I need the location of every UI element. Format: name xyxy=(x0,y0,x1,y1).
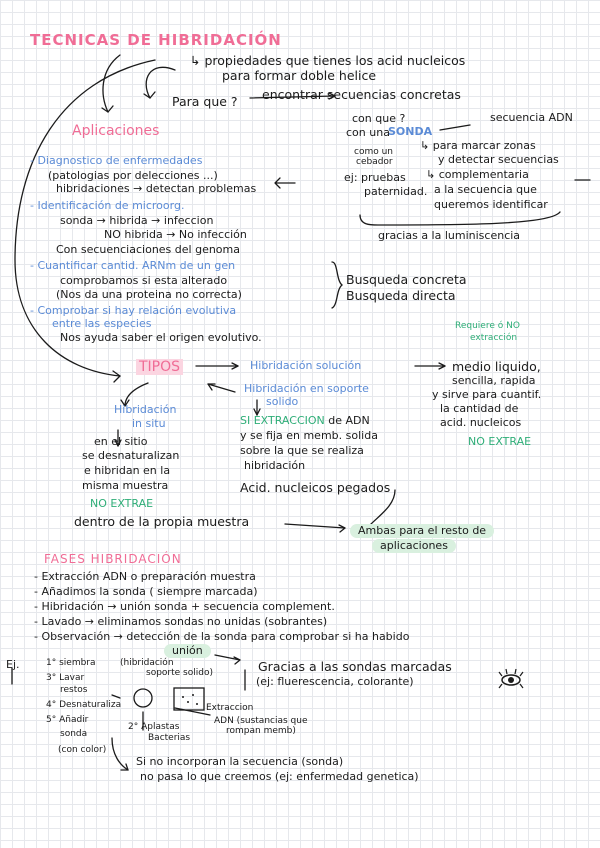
paso-3: 3° Lavar xyxy=(46,673,85,683)
no-extrae-2: NO EXTRAE xyxy=(90,497,154,510)
hibridacion-soporte: Hibridación en soporte xyxy=(244,382,369,395)
sol-desc5: acid. nucleicos xyxy=(440,416,522,429)
paso-1-note1: (hibridación xyxy=(120,658,174,668)
busqueda-directa: Busqueda directa xyxy=(346,288,456,303)
cuant-sub2: (Nos da una proteina no correcta) xyxy=(56,288,242,301)
adn-note-2: rompan memb) xyxy=(226,726,296,736)
con-que: con que ? xyxy=(352,112,406,125)
sonda-label: SONDA xyxy=(388,125,433,138)
paso-2b: Bacterias xyxy=(148,733,191,743)
queremos-identificar: queremos identificar xyxy=(434,198,548,211)
arrow-to-aplicaciones xyxy=(103,55,120,112)
requiere-2: extracción xyxy=(470,333,518,343)
insitu-desc3: e hibridan en la xyxy=(84,464,171,477)
si-extraccion: SI EXTRACCION xyxy=(240,414,325,427)
sop-desc2: sobre la que se realiza xyxy=(240,444,364,457)
fase-1: - Extracción ADN o preparación muestra xyxy=(34,570,256,583)
sop-desc3: hibridación xyxy=(244,459,306,472)
ej-label: Ej. xyxy=(6,658,20,671)
ident-sub2: NO hibrida → No infección xyxy=(104,228,247,241)
si-no-incorporan: Si no incorporan la secuencia (sonda) xyxy=(136,755,344,768)
de-adn: de ADN xyxy=(328,414,370,427)
paternidad: paternidad. xyxy=(364,185,428,198)
fase-3: - Hibridación → unión sonda + secuencia complement. xyxy=(34,600,335,613)
sop-desc1: y se fija en memb. solida xyxy=(240,429,378,442)
sol-desc4: la cantidad de xyxy=(440,402,519,415)
fase-2: - Añadimos la sonda ( siempre marcada) xyxy=(34,585,258,598)
extraccion-label: Extraccion xyxy=(206,703,254,713)
paso-2a: 2° Aplastas xyxy=(128,722,180,732)
cebador: cebador xyxy=(356,157,393,167)
paso-4: 4° Desnaturaliza xyxy=(46,700,122,710)
bracket-gracias xyxy=(360,212,560,225)
paso-3b: restos xyxy=(60,685,88,695)
secuencia-adn: secuencia ADN xyxy=(490,111,573,124)
paso-1: 1° siembra xyxy=(46,658,96,668)
fases-heading: FASES HIBRIDACIÓN xyxy=(44,552,182,566)
con-una: con una xyxy=(346,126,390,139)
insitu-desc1: en el sitio xyxy=(94,435,148,448)
sol-desc3: y sirve para cuantif. xyxy=(432,388,542,401)
comprobar-sub: Nos ayuda saber el origen evolutivo. xyxy=(60,331,262,344)
arrow-to-ambas xyxy=(285,524,345,528)
tipos-heading xyxy=(136,360,183,375)
sop-desc4: Acid. nucleicos pegados xyxy=(240,480,391,495)
hibridacion-in-situ-2: in situ xyxy=(132,417,166,430)
brace-busqueda xyxy=(332,262,342,308)
como-un: como un xyxy=(354,147,393,157)
page-title: TECNICAS DE HIBRIDACIÓN xyxy=(30,31,282,49)
ident-sub3: Con secuenciaciones del genoma xyxy=(56,243,240,256)
ident-sub1: sonda → hibrida → infeccion xyxy=(60,214,214,227)
comprobar-2: entre las especies xyxy=(52,317,152,330)
marcar-zonas: ↳ para marcar zonas xyxy=(420,139,536,152)
no-extrae-1: NO EXTRAE xyxy=(468,435,532,448)
detectar-secuencias: y detectar secuencias xyxy=(438,153,559,166)
complementaria: ↳ complementaria xyxy=(426,168,529,181)
no-pasa: no pasa lo que creemos (ej: enfermedad genetica) xyxy=(140,770,419,783)
fase-union: unión xyxy=(164,644,211,658)
intro-line-2: para formar doble helice xyxy=(222,68,377,83)
ambas-1: Ambas para el resto de xyxy=(350,524,494,538)
paso-5c: (con color) xyxy=(58,745,107,755)
adn-note: ADN (sustancias que xyxy=(214,716,308,726)
paso-5b: sonda xyxy=(60,729,88,739)
hibridacion-soporte-2: solido xyxy=(266,395,299,408)
paso-5: 5° Añadir xyxy=(46,715,89,725)
comprobar: - Comprobar si hay relación evolutiva xyxy=(30,304,237,317)
diagnostico-sub: (patologias por delecciones ...) xyxy=(48,169,218,182)
insitu-desc2: se desnaturalizan xyxy=(82,449,180,462)
arrow-sonda xyxy=(440,125,470,130)
ambas-2: aplicaciones xyxy=(372,539,456,553)
identificacion: - Identificación de microorg. xyxy=(30,199,185,212)
diagnostico-sub2: hibridaciones → detectan problemas xyxy=(56,182,257,195)
paso-1-note2: soporte solido) xyxy=(146,668,213,678)
arrow-to-soporte xyxy=(208,384,235,392)
sol-desc1: medio liquido, xyxy=(452,359,541,374)
arrow-to-para-que xyxy=(146,67,175,98)
para-que: Para que ? xyxy=(172,94,238,109)
intro-line-1: ↳ propiedades que tienes los acid nucleicos xyxy=(190,53,466,68)
gracias-sondas: Gracias a las sondas marcadas xyxy=(258,659,452,674)
ej-pruebas: ej: pruebas xyxy=(344,171,406,184)
hibridacion-solucion: Hibridación solución xyxy=(250,359,362,372)
tipos-heading-text: TIPOS xyxy=(136,359,183,375)
dentro-muestra: dentro de la propia muestra xyxy=(74,514,250,529)
requiere-1: Requiere ó NO xyxy=(455,321,520,331)
diagnostico: - Diagnostico de enfermedades xyxy=(30,154,203,167)
sol-desc2: sencilla, rapida xyxy=(452,374,536,387)
eye-icon xyxy=(499,669,523,688)
busqueda-concreta: Busqueda concreta xyxy=(346,272,467,287)
a-la-secuencia: a la secuencia que xyxy=(434,183,537,196)
gracias-ej: (ej: fluerescencia, colorante) xyxy=(256,675,414,688)
aplicaciones-heading: Aplicaciones xyxy=(72,123,160,139)
fase-5: - Observación → detección de la sonda para comprobar si ha habido xyxy=(34,630,410,643)
encontrar-secuencias: encontrar secuencias concretas xyxy=(262,87,461,102)
insitu-desc4: misma muestra xyxy=(82,479,169,492)
cuantificar: - Cuantificar cantid. ARNm de un gen xyxy=(30,259,236,272)
si-extraccion-row xyxy=(240,415,370,427)
hibridacion-in-situ: Hibridación xyxy=(114,403,177,416)
fase-4: - Lavado → eliminamos sondas no unidas (sobrantes) xyxy=(34,615,328,628)
gracias-luminiscencia: gracias a la luminiscencia xyxy=(378,229,521,242)
cuant-sub1: comprobamos si esta alterado xyxy=(60,274,228,287)
